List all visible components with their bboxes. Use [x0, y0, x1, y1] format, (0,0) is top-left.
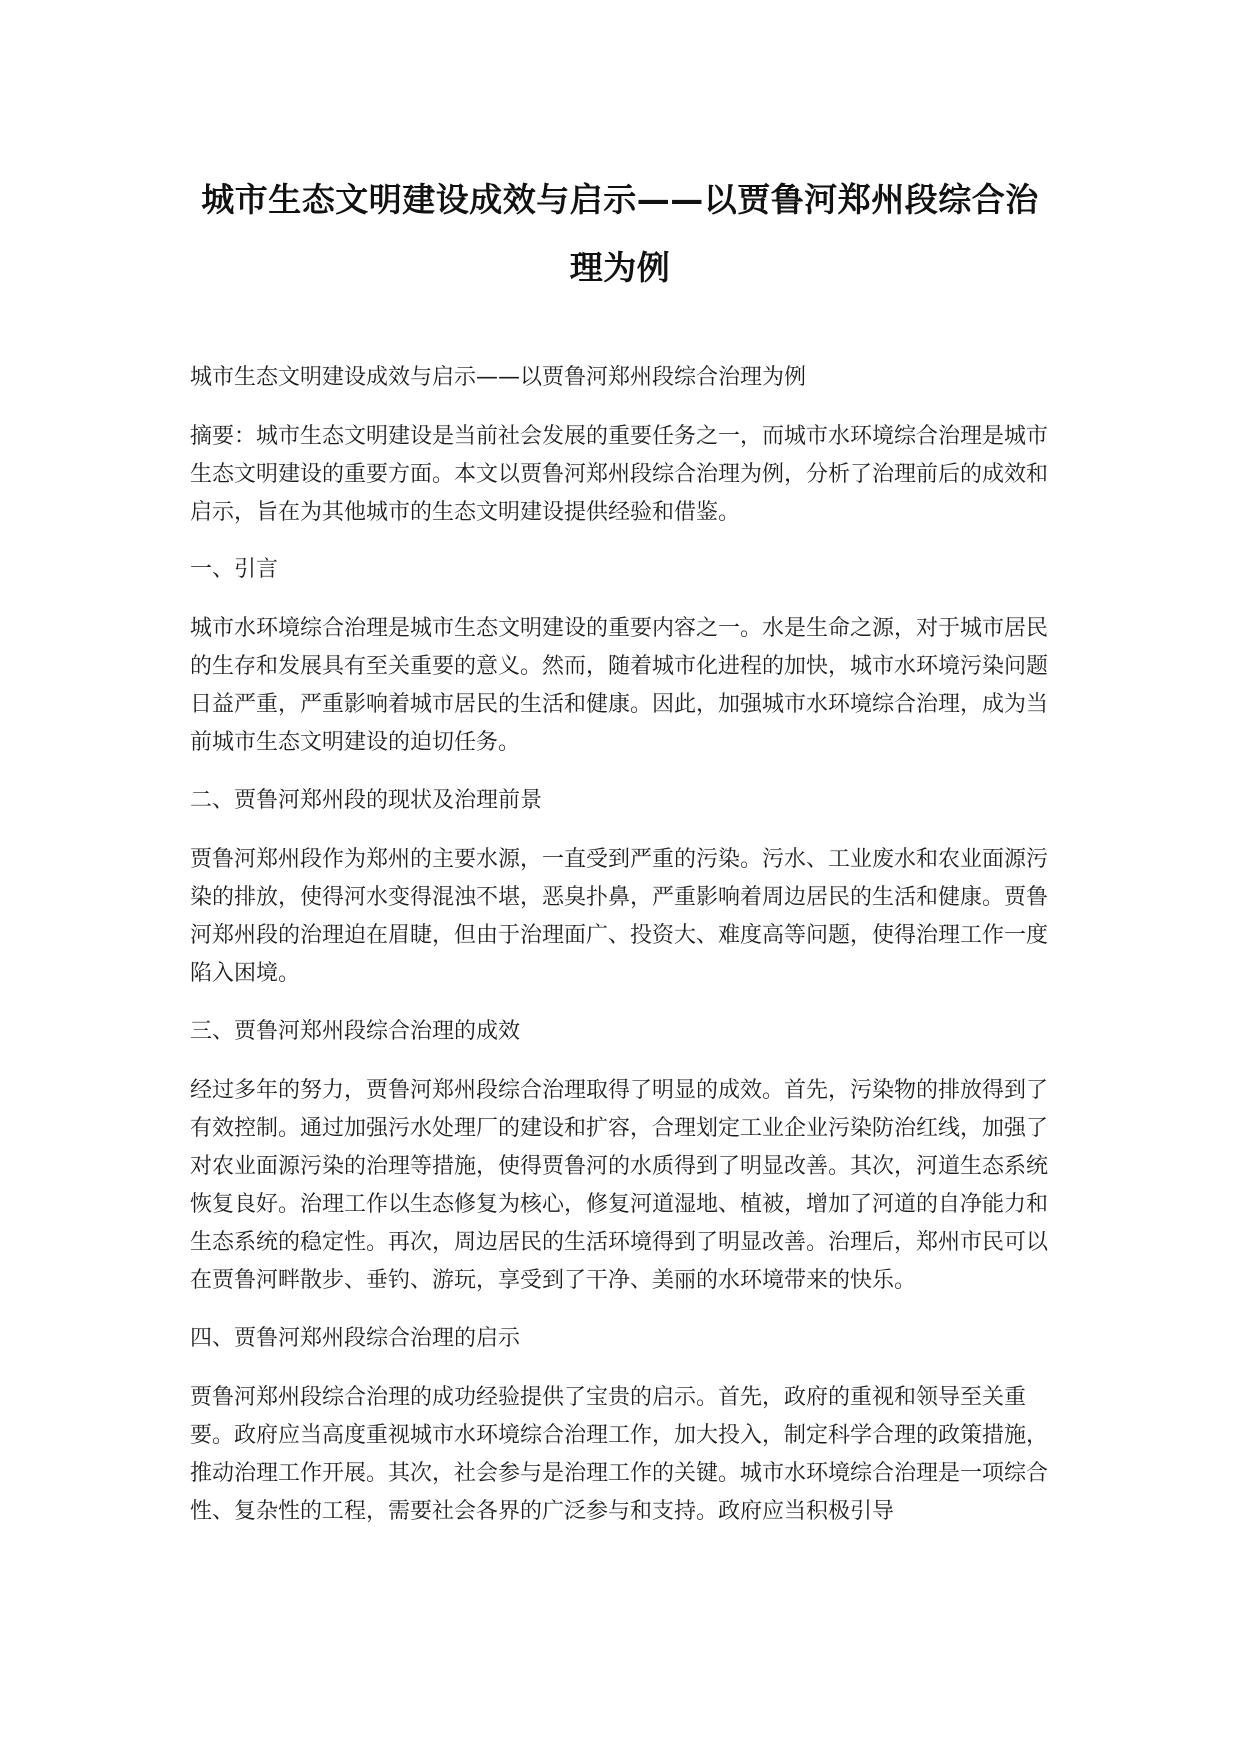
section-text-lessons: 贾鲁河郑州段综合治理的成功经验提供了宝贵的启示。首先，政府的重视和领导至关重要。政府应当高度重视城市水环境综合治理工作，加大投入，制定科学合理的政策措施，推动治理工作开展。其次，社会参与是治理工作的关键。城市水环境综合治理是一项综合性、复杂性的工程，需要社会各界的广泛参与和支持。政府应当积极引导 — [190, 1385, 1049, 1524]
section-text-status: 贾鲁河郑州段作为郑州的主要水源，一直受到严重的污染。污水、工业废水和农业面源污染的排放，使得河水变得混浊不堪，恶臭扑鼻，严重影响着周边居民的生活和健康。贾鲁河郑州段的治理迫在眉睫，但由于治理面广、投资大、难度高等问题，使得治理工作一度陷入困境。 — [190, 847, 1049, 986]
section-heading-results: 三、贾鲁河郑州段综合治理的成效 — [190, 1019, 521, 1044]
section-text-results: 经过多年的努力，贾鲁河郑州段综合治理取得了明显的成效。首先，污染物的排放得到了有效控制。通过加强污水处理厂的建设和扩容，合理划定工业企业污染防治红线，加强了对农业面源污染的治理等措施，使得贾鲁河的水质得到了明显改善。其次，河道生态系统恢复良好。治理工作以生态修复为核心，修复河道湿地、植被，增加了河道的自净能力和生态系统的稳定性。再次，周边居民的生活环境得到了明显改善。治理后，郑州市民可以在贾鲁河畔散步、垂钓、游玩，享受到了干净、美丽的水环境带来的快乐。 — [190, 1078, 1049, 1293]
abstract-paragraph: 摘要：城市生态文明建设是当前社会发展的重要任务之一，而城市水环境综合治理是城市生态文明建设的重要方面。本文以贾鲁河郑州段综合治理为例，分析了治理前后的成效和启示，旨在为其他城市的生态文明建设提供经验和借鉴。 — [190, 424, 1049, 525]
document-title: 城市生态文明建设成效与启示——以贾鲁河郑州段综合治理为例 — [201, 180, 1039, 287]
section-heading-lessons: 四、贾鲁河郑州段综合治理的启示 — [190, 1326, 521, 1351]
document-body — [190, 359, 1052, 1551]
section-heading-introduction: 一、引言 — [190, 557, 279, 582]
section-text-introduction: 城市水环境综合治理是城市生态文明建设的重要内容之一。水是生命之源，对于城市居民的生存和发展具有至关重要的意义。然而，随着城市化进程的加快，城市水环境污染问题日益严重，严重影响着城市居民的生活和健康。因此，加强城市水环境综合治理，成为当前城市生态文明建设的迫切任务。 — [190, 616, 1049, 755]
section-heading-status: 二、贾鲁河郑州段的现状及治理前景 — [190, 788, 543, 813]
document-subtitle: 城市生态文明建设成效与启示——以贾鲁河郑州段综合治理为例 — [190, 365, 807, 390]
